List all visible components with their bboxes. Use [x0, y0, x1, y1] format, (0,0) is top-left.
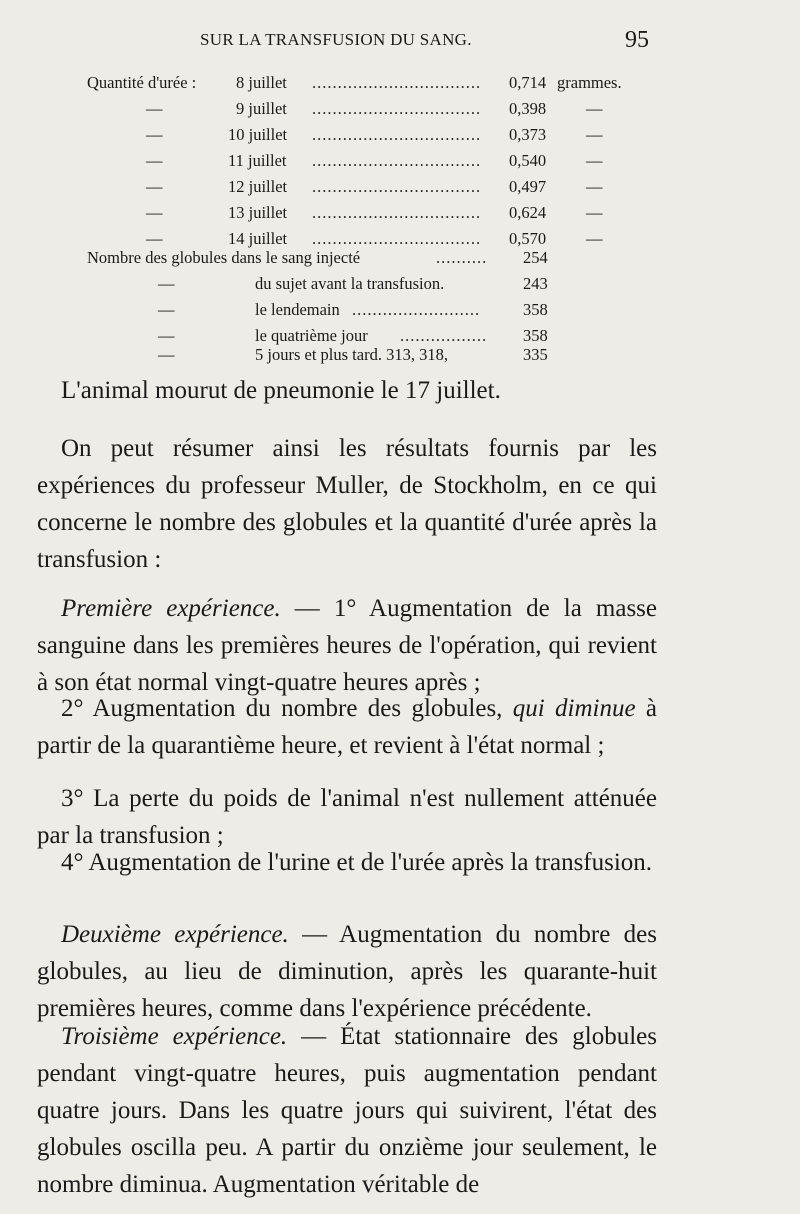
experiment-1-paragraph: [37, 590, 657, 701]
summary-paragraph: On peut résumer ainsi les résultats fournis par les expériences du professeur Muller, de Stockholm, en ce qui concerne le nombre des globules et la quantité d'urée après la transfusion :: [37, 435, 657, 573]
page-number: 95: [625, 27, 649, 53]
ditto-dash: —: [586, 203, 603, 222]
table-row: [0, 342, 800, 368]
urea-date: 14 juillet: [228, 229, 288, 248]
urea-value: 0,398: [509, 99, 547, 118]
dot-leader: .................................: [312, 73, 482, 92]
globules-value: 358: [523, 326, 548, 345]
table-row: [0, 271, 800, 297]
dot-leader: .........................: [352, 300, 481, 319]
running-title: SUR LA TRANSFUSION DU SANG.: [200, 30, 472, 49]
urea-date: 8 juillet: [236, 73, 287, 92]
ditto-dash: —: [146, 177, 163, 196]
ditto-dash: —: [158, 345, 175, 364]
urea-date: 10 juillet: [228, 125, 288, 144]
ditto-dash: —: [146, 99, 163, 118]
globules-value: 335: [523, 345, 548, 364]
point-2-text-a: 2° Augmentation du nombre des globules,: [61, 695, 513, 722]
table-row: [0, 297, 800, 323]
table-row: [0, 245, 800, 271]
globules-value: 254: [523, 248, 548, 267]
urea-value: 0,624: [509, 203, 547, 222]
urea-label: Quantité d'urée :: [87, 73, 197, 92]
point-2-text-b: à partir de la quarantième heure, et revient à l'état normal ;: [37, 695, 657, 759]
urea-date: 9 juillet: [236, 99, 287, 118]
urea-value: 0,497: [509, 177, 547, 196]
experiment-2-paragraph: [37, 916, 657, 1027]
experiment-2-label: Deuxième expérience.: [61, 921, 289, 948]
table-row: [0, 96, 800, 122]
experiment-1-label: Première expérience.: [61, 595, 281, 622]
globules-label: 5 jours et plus tard. 313, 318,: [255, 345, 448, 364]
globules-value: 243: [523, 274, 548, 293]
death-line: L'animal mourut de pneumonie le 17 juillet.: [61, 377, 501, 404]
urea-unit: grammes.: [557, 73, 622, 92]
globules-value: 358: [523, 300, 548, 319]
ditto-dash: —: [586, 177, 603, 196]
dot-leader: .................................: [312, 229, 482, 248]
point-2-italic: qui diminue: [512, 695, 636, 722]
urea-date: 13 juillet: [228, 203, 288, 222]
urea-value: 0,373: [509, 125, 547, 144]
experiment-1-point-2: [37, 690, 657, 764]
dot-leader: .................................: [312, 125, 482, 144]
globules-label: le lendemain: [255, 300, 340, 319]
ditto-dash: —: [586, 99, 603, 118]
ditto-dash: —: [586, 151, 603, 170]
urea-value: 0,540: [509, 151, 547, 170]
experiment-1-point-3: 3° La perte du poids de l'animal n'est nullement atténuée par la transfusion ;: [37, 785, 657, 849]
table-row: [0, 174, 800, 200]
ditto-dash: —: [158, 326, 175, 345]
ditto-dash: —: [146, 229, 163, 248]
urea-value: 0,714: [509, 73, 547, 92]
experiment-3-paragraph: [37, 1018, 657, 1203]
ditto-dash: —: [146, 203, 163, 222]
table-row: [0, 200, 800, 226]
urea-date: 11 juillet: [228, 151, 287, 170]
ditto-dash: —: [158, 274, 175, 293]
ditto-dash: —: [158, 300, 175, 319]
table-row: [0, 70, 800, 96]
dot-leader: .................................: [312, 203, 482, 222]
experiment-2-text: — Augmentation du nombre des globules, au lieu de diminution, après les quarante-huit premières heures, comme dans l'expérience précédente.: [37, 921, 657, 1022]
ditto-dash: —: [586, 125, 603, 144]
experiment-1-text: — 1° Augmentation de la masse sanguine dans les premières heures de l'opération, qui revient à son état normal vingt-quatre heures après ;: [37, 595, 657, 696]
experiment-1-point-4: 4° Augmentation de l'urine et de l'urée après la transfusion.: [61, 849, 653, 876]
table-row: [0, 148, 800, 174]
table-row: [0, 122, 800, 148]
dot-leader: .................................: [312, 151, 482, 170]
globules-label: le quatrième jour: [255, 326, 368, 345]
urea-value: 0,570: [509, 229, 547, 248]
globules-label: du sujet avant la transfusion.: [255, 274, 445, 293]
experiment-3-label: Troisième expérience.: [61, 1023, 288, 1050]
dot-leader: .................................: [312, 177, 482, 196]
globules-label: Nombre des globules dans le sang injecté: [87, 248, 361, 267]
ditto-dash: —: [146, 151, 163, 170]
experiment-3-text: — État stationnaire des globules pendant vingt-quatre heures, puis augmentation pendant quatre jours. Dans les quatre jours qui suivirent, l'état des globules oscilla peu. A partir du onzième jour seulement, le nombre diminua. Augmentation véritable de: [37, 1023, 657, 1198]
ditto-dash: —: [146, 125, 163, 144]
ditto-dash: —: [586, 229, 603, 248]
dot-leader: .................................: [312, 99, 482, 118]
urea-date: 12 juillet: [228, 177, 288, 196]
dot-leader: .................: [400, 326, 488, 345]
dot-leader: ..........: [436, 248, 488, 267]
